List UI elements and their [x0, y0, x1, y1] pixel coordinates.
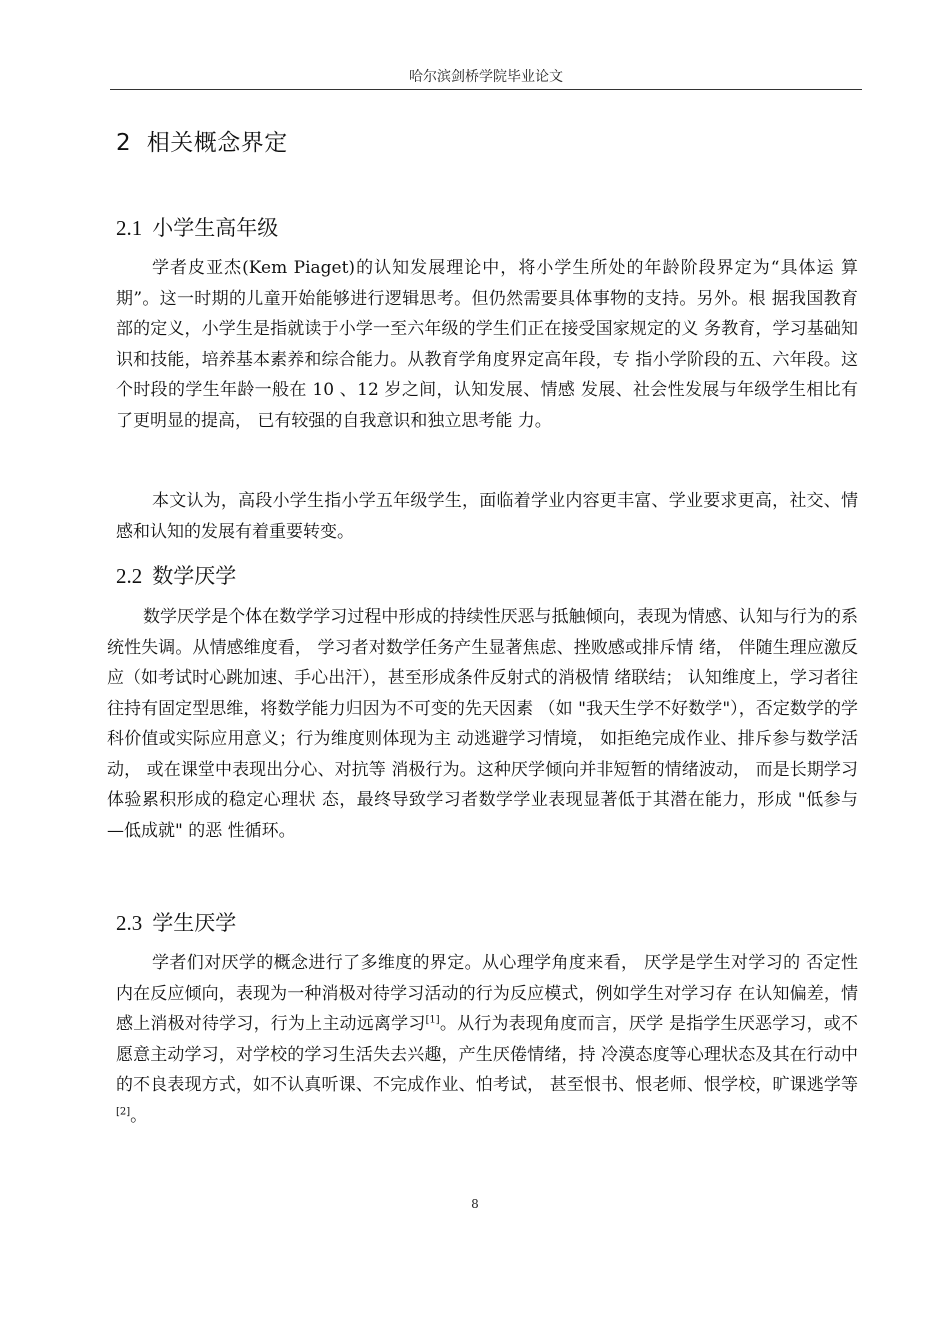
section-title-text: 数学厌学 — [152, 564, 237, 588]
citation-ref: [2] — [116, 1105, 131, 1117]
chapter-title — [116, 124, 288, 157]
paragraph-2-1-2: 本文认为，高段小学生指小学五年级学生，面临着学业内容更丰富、学业要求更高，社交、情感和认知的发展有着重要转变。 — [116, 491, 858, 542]
paragraph-2-3-1 — [116, 948, 858, 1131]
page-number: 8 — [471, 1197, 479, 1211]
section-number: 2.3 — [116, 911, 143, 935]
section-title-2-1 — [116, 212, 278, 242]
header-rule — [110, 89, 862, 90]
chapter-title-text: 相关概念界定 — [146, 130, 288, 156]
running-header: 哈尔滨剑桥学院毕业论文 — [409, 69, 563, 85]
section-number: 2.1 — [116, 216, 143, 240]
section-title-text: 学生厌学 — [152, 911, 237, 935]
paragraph-text: 。从行为表现角度而言，厌学 是指学生厌恶学习，或不愿意主动学习，对学校的学习生活失去兴趣，产生厌倦情绪，持 冷漠态度等心理状态及其在行动中的不良表现方式，如不认真听课、不完成作业、怕考试， 甚至恨书、恨老师、恨学校，旷课逃学等 — [116, 1014, 859, 1095]
section-title-text: 小学生高年级 — [152, 216, 279, 240]
section-title-2-3 — [116, 907, 236, 937]
paragraph-text: 学者们对厌学的概念进行了多维度的界定。从心理学角度来看， 厌学是学生对学习的 否定性内在反应倾向，表现为一种消极对待学习活动的行为反应模式，例如学生对学习存 在认知偏差，情感上消极对待学习，行为上主动远离学习 — [116, 953, 858, 1034]
citation-ref: [1] — [425, 1014, 440, 1026]
paragraph-text: 。 — [130, 1105, 148, 1126]
paragraph-2-1-1: 学者皮亚杰(Kem Piaget)的认知发展理论中，将小学生所处的年龄阶段界定为“具体运 算期”。这一时期的儿童开始能够进行逻辑思考。但仍然需要具体事物的支持。另外。根 据我国教育部的定义，小学生是指就读于小学一至六年级的学生们正在接受国家规定的义 务教育，学习基础知识和技能，培养基本素养和综合能力。从教育学角度界定高年段，专 指小学阶段的五、六年段。这个时段的学生年龄一般在 10 、12 岁之间，认知发展、情感 发展、社会性发展与年级学生相比有了更明显的提高， 已有较强的自我意识和独立思考能 力。 — [116, 258, 858, 431]
section-number: 2.2 — [116, 564, 143, 588]
paragraph-2-2-1: 数学厌学是个体在数学学习过程中形成的持续性厌恶与抵触倾向，表现为情感、认知与行为的系统性失调。从情感维度看， 学习者对数学任务产生显著焦虑、挫败感或排斥情 绪， 伴随生理应激反应（如考试时心跳加速、手心出汗），甚至形成条件反射式的消极情 绪联结； 认知维度上，学习者往往持有固定型思维，将数学能力归因为不可变的先天因素 （如 "我天生学不好数学"），否定数学的学科价值或实际应用意义；行为维度则体现为主 动逃避学习情境， 如拒绝完成作业、排斥参与数学活动， 或在课堂中表现出分心、对抗等 消极行为。这种厌学倾向并非短暂的情绪波动， 而是长期学习体验累积形成的稳定心理状 态，最终导致学习者数学学业表现显著低于其潜在能力，形成 "低参与 —低成就" 的恶 性循环。 — [107, 607, 858, 841]
chapter-number: 2 — [116, 130, 132, 156]
section-title-2-2 — [116, 560, 236, 590]
